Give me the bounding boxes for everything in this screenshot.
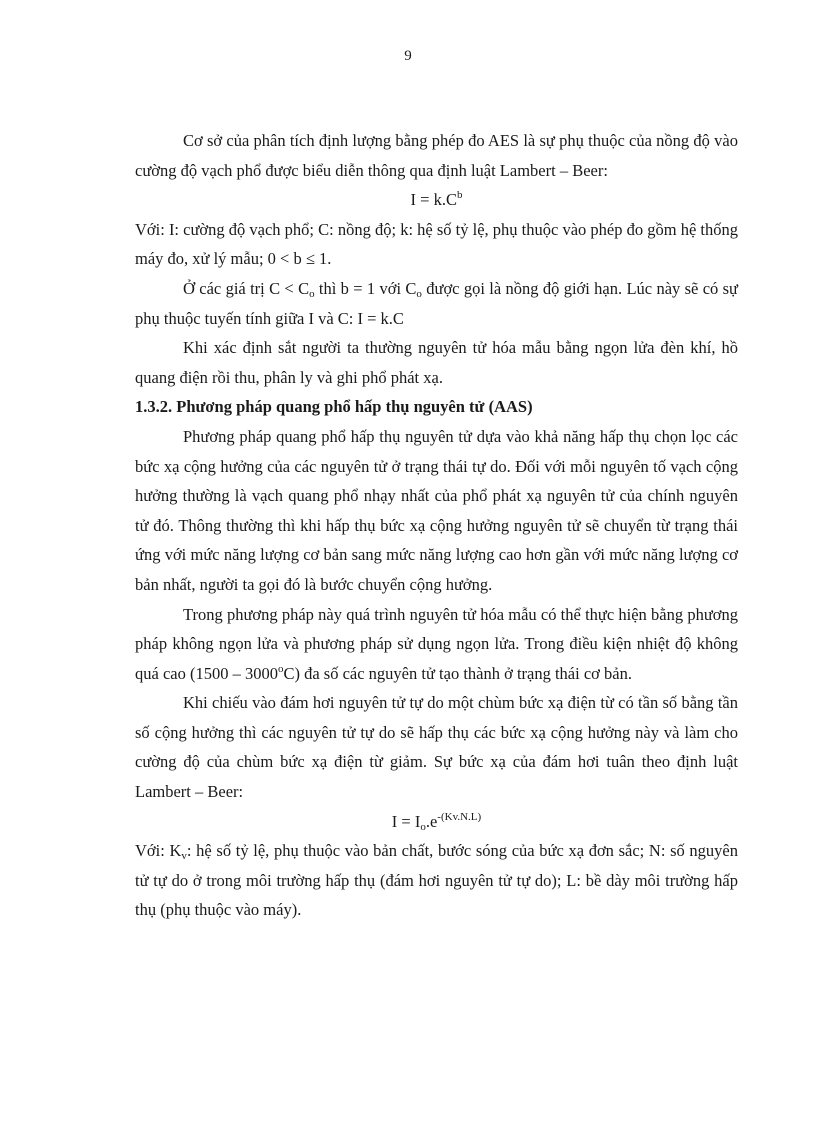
formula-base: I = k.C [410, 190, 457, 210]
paragraph-aes-basis: Cơ sở của phân tích định lượng bằng phép đo AES là sự phụ thuộc của nồng độ vào cường độ vạch phổ được biểu diễn thông qua định luật Lambert – Beer: [135, 131, 738, 180]
paragraph-absorption: Khi chiếu vào đám hơi nguyên tử tự do một chùm bức xạ điện từ có tần số bằng tần số cộng hưởng thì các nguyên tử tự do sẽ hấp thụ các bức xạ cộng hưởng này và làm cho cường độ của chùm bức xạ điện từ giảm. Sự bức xạ của đám hơi tuân theo định luật Lambert – Beer: [135, 693, 738, 802]
paragraph-atomization: Trong phương pháp này quá trình nguyên tử hóa mẫu có thể thực hiện bằng phương pháp không ngọn lửa và phương pháp sử dụng ngọn lửa. Trong điều kiện nhiệt độ không quá cao (1500 – 3000$^o$C) đa số các nguyên tử tạo thành ở trạng thái cơ bản. [135, 604, 738, 683]
paragraph-definitions-aes: Với: I: cường độ vạch phổ; C: nồng độ; k: hệ số tỷ lệ, phụ thuộc vào phép đo gồm hệ thống máy đo, xử lý mẫu; 0 < b ≤ 1. [135, 219, 738, 269]
formula-lambert-beer-aes [135, 185, 738, 215]
section-heading-aas: 1.3.2. Phương pháp quang phổ hấp thụ nguyên tử (AAS) [135, 397, 533, 417]
paragraph-iron-determination: Khi xác định sắt người ta thường nguyên tử hóa mẫu bằng ngọn lửa đèn khí, hồ quang điện rồi thu, phân ly và ghi phổ phát xạ. [135, 338, 738, 387]
page-number: 9 [404, 48, 412, 64]
paragraph-definitions-aas: Với: $K_v$: hệ số tỷ lệ, phụ thuộc vào bản chất, bước sóng của bức xạ đơn sắc; N: số nguyên tử tự do ở trong môi trường hấp thụ (đám hơi nguyên tử tự do); L: bề dày môi trường hấp thụ (phụ thuộc vào máy). [135, 841, 738, 920]
formula-exponent: b [456, 189, 463, 202]
paragraph-limit-concentration: Ở các giá trị $C < C_o$ thì b = 1 với $C_o$ được gọi là nồng độ giới hạn. Lúc này sẽ có sự phụ thuộc tuyến tính giữa I và C: I = k.C [135, 278, 738, 328]
formula-lambert-beer-aas: $I = I_o.e^{-(Kv.N.L)}$ [391, 810, 482, 833]
document-body [135, 126, 738, 925]
paragraph-aas-principle: Phương pháp quang phổ hấp thụ nguyên tử dựa vào khả năng hấp thụ chọn lọc các bức xạ cộng hưởng của các nguyên tử ở trạng thái tự do. Đối với mỗi nguyên tố vạch cộng hưởng thường là vạch quang phổ nhạy nhất của phổ phát xạ nguyên tử của chính nguyên tử đó. Thông thường thì khi hấp thụ bức xạ cộng hưởng nguyên tử sẽ chuyển từ trạng thái ứng với mức năng lượng cơ bản sang mức năng lượng cao hơn gần với mức năng lượng cơ bản nhất, người ta gọi đó là bước chuyển cộng hưởng. [135, 426, 738, 594]
